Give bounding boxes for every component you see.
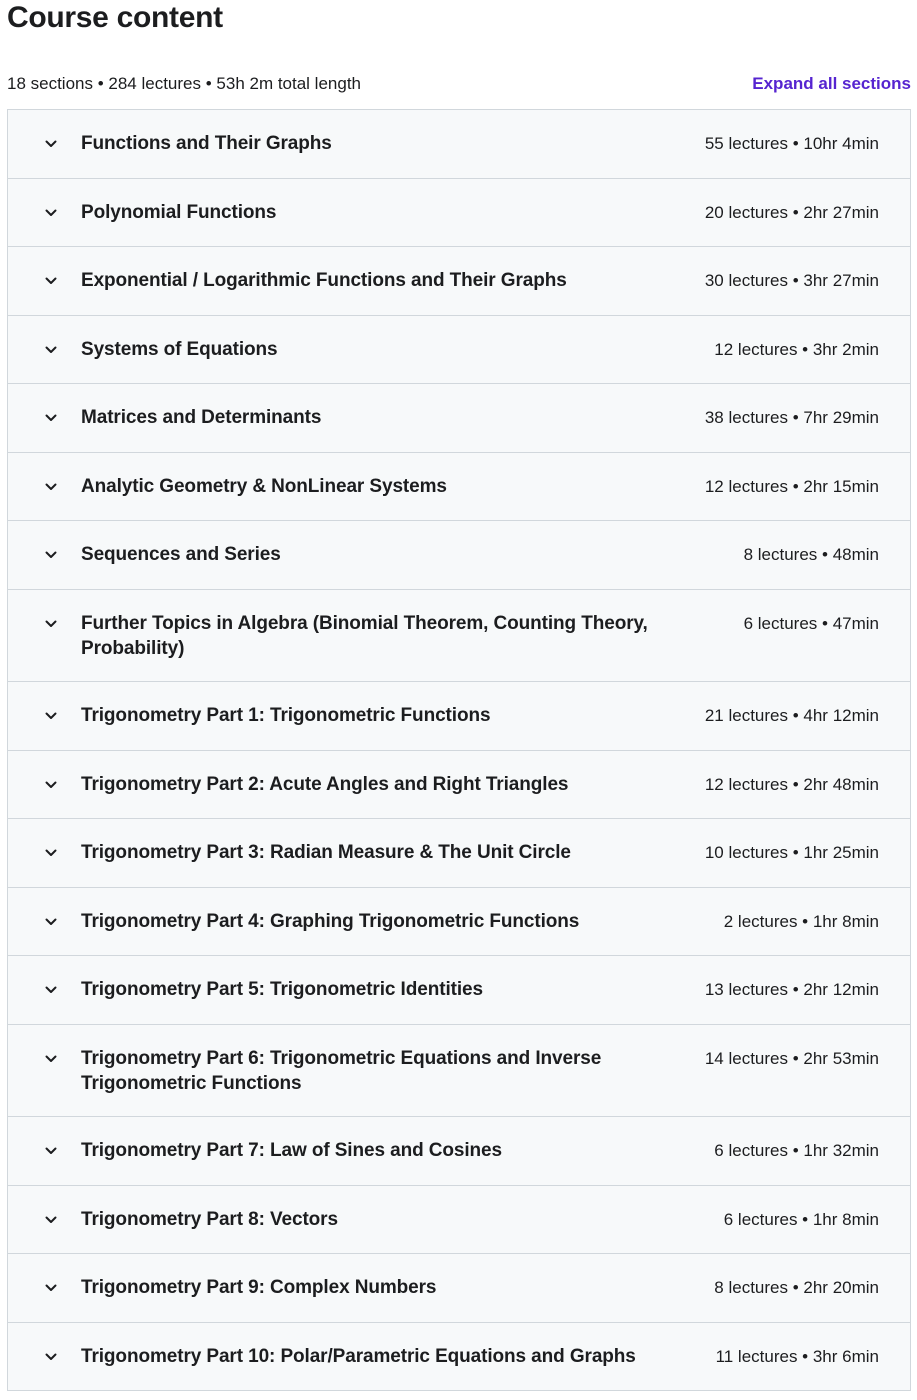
section-meta: 14 lectures • 2hr 53min (704, 1048, 879, 1068)
chevron-down-icon (43, 1051, 59, 1067)
section-title: Trigonometry Part 10: Polar/Parametric Equations and Graphs (81, 1345, 636, 1367)
section-meta: 21 lectures • 4hr 12min (704, 706, 879, 725)
section-panel[interactable] (8, 956, 910, 1025)
chevron-down-icon (43, 777, 59, 793)
section-title: Trigonometry Part 9: Complex Numbers (81, 1277, 437, 1298)
page-title: Course content (7, 1, 223, 34)
section-panel[interactable] (8, 1323, 910, 1392)
section-panel[interactable] (8, 179, 910, 248)
chevron-down-icon (43, 1349, 59, 1365)
section-title: Functions and Their Graphs (81, 133, 332, 154)
section-meta: 30 lectures • 3hr 27min (704, 271, 879, 290)
section-meta: 55 lectures • 10hr 4min (704, 134, 879, 153)
chevron-down-icon (43, 708, 59, 724)
course-summary-row (7, 72, 911, 96)
chevron-down-icon (43, 342, 59, 358)
section-title: Polynomial Functions (81, 201, 277, 223)
course-summary: 18 sections • 284 lectures • 53h 2m total length (7, 74, 362, 93)
section-meta: 6 lectures • 47min (743, 613, 879, 633)
chevron-down-icon (43, 914, 59, 930)
chevron-down-icon (43, 136, 59, 152)
section-title: Exponential / Logarithmic Functions and Their Graphs (81, 270, 567, 291)
section-meta: 6 lectures • 1hr 32min (714, 1141, 879, 1160)
chevron-down-icon (43, 1143, 59, 1159)
section-title: Analytic Geometry & NonLinear Systems (81, 475, 447, 497)
section-meta: 8 lectures • 2hr 20min (714, 1278, 879, 1297)
section-title: Trigonometry Part 1: Trigonometric Functions (81, 705, 491, 726)
section-meta: 20 lectures • 2hr 27min (704, 202, 879, 222)
section-title: Systems of Equations (81, 338, 278, 360)
section-meta: 12 lectures • 3hr 2min (714, 339, 879, 359)
section-panel[interactable] (8, 819, 910, 888)
chevron-down-icon (43, 845, 59, 861)
section-panel[interactable] (8, 1186, 910, 1255)
section-title: Further Topics in Algebra (Binomial Theorem, Counting Theory, Probability) (81, 612, 648, 659)
section-meta: 11 lectures • 3hr 6min (715, 1346, 879, 1366)
section-title: Trigonometry Part 7: Law of Sines and Cosines (81, 1140, 502, 1161)
chevron-down-icon (43, 479, 59, 495)
section-panel[interactable] (8, 751, 910, 820)
chevron-down-icon (43, 1280, 59, 1296)
section-title: Trigonometry Part 8: Vectors (81, 1208, 338, 1230)
section-panel[interactable] (8, 521, 910, 590)
section-panel[interactable] (8, 110, 910, 179)
chevron-down-icon (43, 616, 59, 632)
chevron-down-icon (43, 547, 59, 563)
section-meta: 10 lectures • 1hr 25min (704, 843, 879, 862)
section-panel[interactable] (8, 453, 910, 522)
section-title: Trigonometry Part 2: Acute Angles and Right Triangles (81, 773, 569, 795)
chevron-down-icon (43, 205, 59, 221)
section-title: Trigonometry Part 5: Trigonometric Identities (81, 979, 483, 1000)
section-title: Matrices and Determinants (81, 407, 322, 428)
section-panel[interactable] (8, 1254, 910, 1323)
section-panel[interactable] (8, 384, 910, 453)
section-list (7, 109, 911, 1391)
section-meta: 12 lectures • 2hr 15min (704, 476, 879, 496)
section-panel[interactable] (8, 590, 910, 683)
section-title: Trigonometry Part 4: Graphing Trigonometric Functions (81, 910, 580, 932)
chevron-down-icon (43, 273, 59, 289)
section-title: Trigonometry Part 3: Radian Measure & The Unit Circle (81, 842, 571, 863)
section-meta: 8 lectures • 48min (743, 545, 879, 564)
chevron-down-icon (43, 410, 59, 426)
section-panel[interactable] (8, 888, 910, 957)
section-meta: 13 lectures • 2hr 12min (704, 980, 879, 999)
section-title: Sequences and Series (81, 544, 281, 565)
section-meta: 38 lectures • 7hr 29min (704, 408, 879, 427)
section-title: Trigonometry Part 6: Trigonometric Equations and Inverse Trigonometric Functions (81, 1047, 602, 1094)
chevron-down-icon (43, 982, 59, 998)
section-panel[interactable] (8, 682, 910, 751)
expand-all-sections-button[interactable]: Expand all sections (752, 74, 911, 93)
section-panel[interactable] (8, 1025, 910, 1118)
chevron-down-icon (43, 1212, 59, 1228)
section-meta: 12 lectures • 2hr 48min (704, 774, 879, 794)
section-meta: 2 lectures • 1hr 8min (723, 911, 879, 931)
section-panel[interactable] (8, 1117, 910, 1186)
section-panel[interactable] (8, 247, 910, 316)
section-meta: 6 lectures • 1hr 8min (723, 1209, 879, 1229)
section-panel[interactable] (8, 316, 910, 385)
